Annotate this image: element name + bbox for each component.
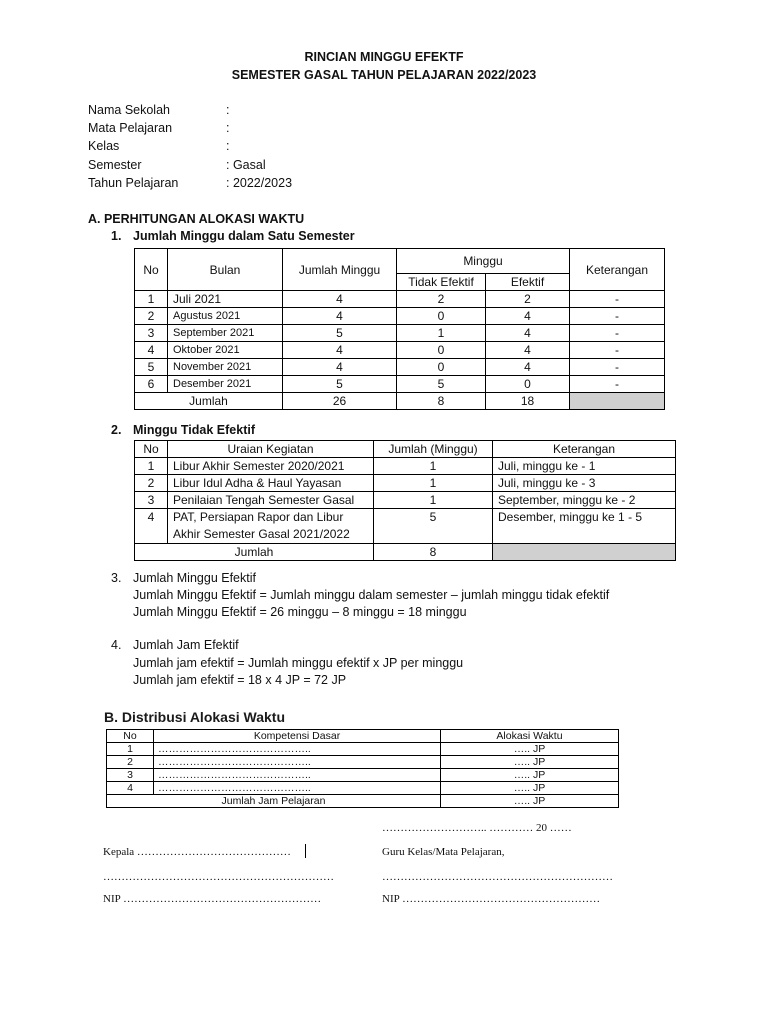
cell-ket: -: [570, 376, 665, 393]
cell-tidak: 2: [397, 291, 486, 308]
cell-uraian-line1: PAT, Persiapan Rapor dan Libur: [173, 510, 344, 524]
cell-no: 2: [135, 475, 168, 492]
cell-no: 1: [135, 291, 168, 308]
cell-ket: -: [570, 325, 665, 342]
table-minggu-tidak-efektif: [134, 440, 676, 561]
cell-total-label: Jumlah: [135, 544, 374, 561]
cell-no: 3: [107, 769, 154, 782]
sub3-number: 3.: [111, 571, 122, 585]
cell-no: 3: [135, 492, 168, 509]
cell-no: 4: [135, 509, 168, 544]
cell-no: 3: [135, 325, 168, 342]
cell-tidak: 1: [397, 325, 486, 342]
cell-efektif: 0: [486, 376, 570, 393]
table-row: [135, 509, 676, 544]
signature-right-dotted-line: ………………………………………………………: [382, 871, 613, 883]
cell-no: 5: [135, 359, 168, 376]
cell-jumlah: 5: [283, 325, 397, 342]
th-kompetensi-dasar: Kompetensi Dasar: [154, 730, 441, 743]
signature-nip-right: NIP ………………………………………………: [382, 893, 601, 905]
cell-total-efektif: 18: [486, 393, 570, 410]
th-efektif: Efektif: [486, 274, 570, 291]
table-total-row: [135, 544, 676, 561]
cell-total-jumlah: 26: [283, 393, 397, 410]
table-row: [135, 291, 665, 308]
th-alokasi-waktu: Alokasi Waktu: [441, 730, 619, 743]
table-total-row: [107, 795, 619, 808]
cell-jumlah: 4: [283, 359, 397, 376]
cell-ket: -: [570, 308, 665, 325]
th-bulan: Bulan: [168, 249, 283, 291]
cell-efektif: 4: [486, 359, 570, 376]
cell-bulan: Agustus 2021: [168, 308, 283, 325]
cell-bulan: Oktober 2021: [168, 342, 283, 359]
cell-total-label: Jumlah Jam Pelajaran: [107, 795, 441, 808]
cell-jumlah: 4: [283, 342, 397, 359]
cell-aw: ….. JP: [441, 769, 619, 782]
cell-no: 2: [135, 308, 168, 325]
table-row: [135, 376, 665, 393]
th-minggu: Minggu: [397, 249, 570, 274]
cell-total-aw: ….. JP: [441, 795, 619, 808]
cell-efektif: 4: [486, 342, 570, 359]
cell-ket: Juli, minggu ke - 1: [493, 458, 676, 475]
table-row: [135, 475, 676, 492]
cell-total-tidak: 8: [397, 393, 486, 410]
cell-uraian-multiline: [168, 509, 374, 544]
table-total-row: [135, 393, 665, 410]
cell-no: 2: [107, 756, 154, 769]
cell-jumlah: 1: [374, 458, 493, 475]
value-nama-sekolah: :: [226, 103, 230, 117]
cell-aw: ….. JP: [441, 756, 619, 769]
th-no: No: [107, 730, 154, 743]
table-distribusi-alokasi: [106, 729, 619, 808]
sub2-number: 2.: [111, 423, 122, 437]
cell-uraian-line2: Akhir Semester Gasal 2021/2022: [173, 527, 350, 541]
cell-kd: ……………………………………..: [154, 756, 441, 769]
cell-no: 4: [135, 342, 168, 359]
page-title: RINCIAN MINGGU EFEKTF: [304, 50, 464, 64]
section-a-heading: A. PERHITUNGAN ALOKASI WAKTU: [88, 212, 305, 226]
cell-jumlah: 5: [283, 376, 397, 393]
cell-no: 1: [107, 743, 154, 756]
cell-kd: ……………………………………..: [154, 782, 441, 795]
cell-aw: ….. JP: [441, 743, 619, 756]
table-row: [107, 756, 619, 769]
cell-tidak: 0: [397, 359, 486, 376]
th-no: No: [135, 249, 168, 291]
cell-total-ket-shaded: [570, 393, 665, 410]
page-subtitle: SEMESTER GASAL TAHUN PELAJARAN 2022/2023: [231, 68, 537, 82]
cell-jumlah: 5: [374, 509, 493, 544]
value-mata-pelajaran: :: [226, 121, 230, 135]
table-row: [135, 342, 665, 359]
cell-ket: September, minggu ke - 2: [493, 492, 676, 509]
signature-guru: Guru Kelas/Mata Pelajaran,: [382, 846, 505, 858]
table-row: [135, 492, 676, 509]
th-tidak-efektif: Tidak Efektif: [397, 274, 486, 291]
cell-no: 4: [107, 782, 154, 795]
sub2-title: Minggu Tidak Efektif: [133, 423, 255, 437]
cell-total-ket-shaded: [493, 544, 676, 561]
table-row: [135, 359, 665, 376]
label-kelas: Kelas: [88, 139, 120, 153]
sub4-formula: Jumlah jam efektif = Jumlah minggu efektif x JP per minggu: [133, 656, 464, 670]
cell-jumlah: 1: [374, 492, 493, 509]
cell-uraian: Penilaian Tengah Semester Gasal: [168, 492, 374, 509]
cell-uraian: Libur Idul Adha & Haul Yayasan: [168, 475, 374, 492]
cell-kd: ……………………………………..: [154, 769, 441, 782]
cell-tidak: 0: [397, 342, 486, 359]
section-b-heading: B. Distribusi Alokasi Waktu: [104, 709, 285, 725]
sub3-title: Jumlah Minggu Efektif: [133, 571, 256, 585]
signature-nip-left: NIP ………………………………………………: [103, 893, 322, 905]
sub1-title: Jumlah Minggu dalam Satu Semester: [133, 229, 355, 243]
table-row: [107, 782, 619, 795]
value-tahun-pelajaran: : 2022/2023: [226, 176, 293, 190]
label-tahun-pelajaran: Tahun Pelajaran: [88, 176, 179, 190]
sub4-title: Jumlah Jam Efektif: [133, 638, 239, 652]
th-keterangan: Keterangan: [570, 249, 665, 291]
sub4-calculation: Jumlah jam efektif = 18 x 4 JP = 72 JP: [133, 673, 347, 687]
table-row: [135, 458, 676, 475]
th-uraian: Uraian Kegiatan: [168, 441, 374, 458]
cell-jumlah: 1: [374, 475, 493, 492]
cell-tidak: 5: [397, 376, 486, 393]
cell-ket: Juli, minggu ke - 3: [493, 475, 676, 492]
sub3-calculation: Jumlah Minggu Efektif = 26 minggu – 8 minggu = 18 minggu: [133, 605, 467, 619]
table-jumlah-minggu: [134, 248, 665, 410]
cell-kd: ……………………………………..: [154, 743, 441, 756]
cell-jumlah: 4: [283, 308, 397, 325]
table-row: [107, 743, 619, 756]
signature-left-dotted-line: ………………………………………………………: [103, 871, 334, 883]
cell-bulan: November 2021: [168, 359, 283, 376]
cell-ket: -: [570, 342, 665, 359]
signature-date-line: ……………………….. ………… 20 ……: [382, 822, 572, 834]
cell-jumlah: 4: [283, 291, 397, 308]
cell-efektif: 4: [486, 308, 570, 325]
cell-uraian: Libur Akhir Semester 2020/2021: [168, 458, 374, 475]
sub3-formula: Jumlah Minggu Efektif = Jumlah minggu dalam semester – jumlah minggu tidak efektif: [133, 588, 610, 602]
cell-ket: Desember, minggu ke 1 - 5: [493, 509, 676, 544]
sub1-number: 1.: [111, 229, 122, 243]
cell-ket: -: [570, 291, 665, 308]
text-cursor: [305, 844, 306, 858]
cell-no: 1: [135, 458, 168, 475]
cell-no: 6: [135, 376, 168, 393]
signature-kepala: Kepala ……………………………………: [103, 846, 291, 858]
table-row: [135, 308, 665, 325]
cell-efektif: 4: [486, 325, 570, 342]
label-nama-sekolah: Nama Sekolah: [88, 103, 170, 117]
cell-aw: ….. JP: [441, 782, 619, 795]
table-row: [135, 325, 665, 342]
cell-efektif: 2: [486, 291, 570, 308]
cell-bulan: Juli 2021: [168, 291, 283, 308]
label-mata-pelajaran: Mata Pelajaran: [88, 121, 173, 135]
th-keterangan: Keterangan: [493, 441, 676, 458]
value-semester: : Gasal: [226, 158, 266, 172]
th-jumlah-minggu: Jumlah Minggu: [283, 249, 397, 291]
th-jumlah-minggu: Jumlah (Minggu): [374, 441, 493, 458]
cell-total-jumlah: 8: [374, 544, 493, 561]
table-row: [107, 769, 619, 782]
cell-bulan: Desember 2021: [168, 376, 283, 393]
cell-bulan: September 2021: [168, 325, 283, 342]
sub4-number: 4.: [111, 638, 122, 652]
th-no: No: [135, 441, 168, 458]
cell-tidak: 0: [397, 308, 486, 325]
value-kelas: :: [226, 139, 230, 153]
cell-ket: -: [570, 359, 665, 376]
cell-total-label: Jumlah: [135, 393, 283, 410]
label-semester: Semester: [88, 158, 142, 172]
